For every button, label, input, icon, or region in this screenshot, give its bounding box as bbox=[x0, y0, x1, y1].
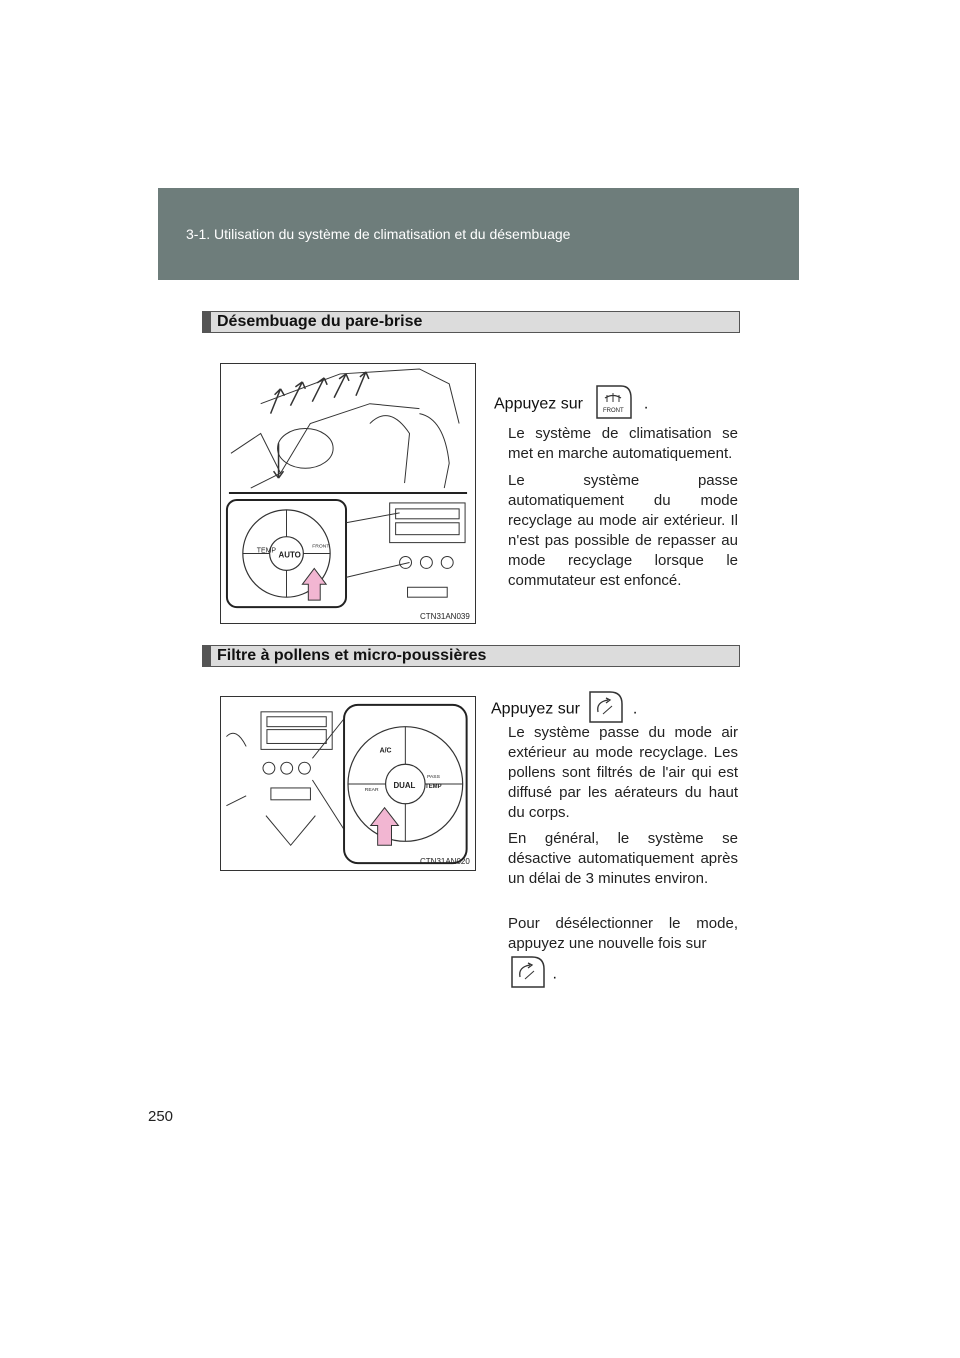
page-number: 250 bbox=[148, 1108, 174, 1125]
defog-drawing bbox=[221, 364, 475, 623]
panel-pass-label: PASS bbox=[427, 775, 440, 781]
section-title: Filtre à pollens et micro-poussières bbox=[217, 647, 487, 664]
chapter-header bbox=[158, 188, 799, 280]
pollen-drawing bbox=[221, 697, 475, 870]
step-1: Appuyez sur FRONT . bbox=[494, 380, 648, 429]
panel-ac-label: A/C bbox=[379, 747, 392, 755]
front-defog-button-icon bbox=[587, 380, 639, 429]
image-code: CTN31AN039 bbox=[420, 612, 470, 621]
panel-temp-label: TEMP bbox=[256, 547, 276, 555]
svg-text:FRONT: FRONT bbox=[603, 408, 625, 414]
panel-rear-label: REAR bbox=[364, 787, 379, 793]
chapter-title: 3-1. Utilisation du système de climatisation et du désembuage bbox=[186, 226, 571, 242]
paragraph-deselect: Pour désélectionner le mode, appuyez une nouvelle fois sur bbox=[508, 915, 738, 952]
air-recirculation-button-icon bbox=[508, 955, 548, 994]
step-2: Appuyez sur . bbox=[491, 690, 637, 729]
paragraph-air-mode: Le système passe automatiquement du mode recyclage au mode air extérieur. Il n'est pas possible de repasser au mode recyclage lorsque le commutateur est enfoncé. bbox=[508, 472, 738, 589]
defog-illustration bbox=[220, 363, 476, 624]
panel-front-label: FRONT bbox=[312, 544, 330, 550]
panel-dual-label: DUAL bbox=[393, 780, 416, 790]
paragraph-auto-start: Le système de climatisation se met en marche automatiquement. bbox=[508, 425, 738, 462]
section-title: Désembuage du pare-brise bbox=[217, 313, 423, 330]
section-heading-pollen bbox=[202, 645, 740, 667]
image-code: CTN31AN020 bbox=[420, 857, 470, 866]
pollen-illustration bbox=[220, 696, 476, 871]
paragraph-recycle-mode: Le système passe du mode air extérieur au mode recyclage. Les pollens sont filtrés de l'air qui est diffusé par les aérateurs du haut du corps. bbox=[508, 724, 738, 821]
deselect-button-line: . bbox=[508, 955, 557, 994]
section-heading-defog bbox=[202, 311, 740, 333]
panel-temp-label: TEMP bbox=[425, 783, 442, 790]
paragraph-auto-off: En général, le système se désactive automatiquement après un délai de 3 minutes environ. bbox=[508, 830, 738, 887]
panel-auto-label: AUTO bbox=[278, 550, 301, 560]
